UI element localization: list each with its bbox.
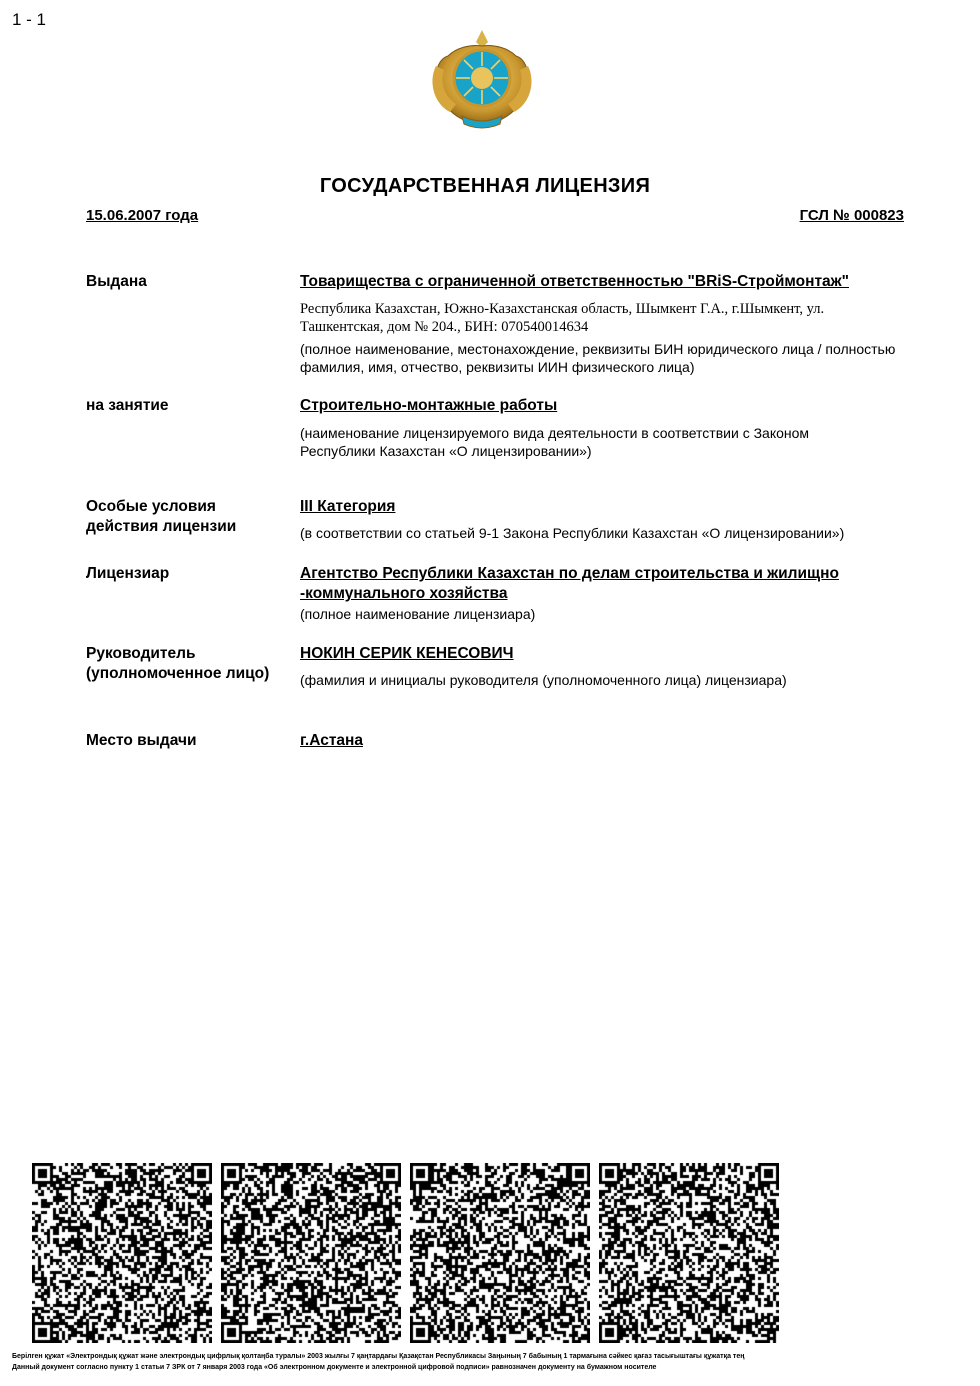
- qr-code-icon: [32, 1163, 212, 1343]
- page-number: 1 - 1: [12, 10, 47, 29]
- licensor-label: Лицензиар: [86, 565, 170, 582]
- head-label-line2: (уполномоченное лицо): [86, 665, 270, 682]
- issued-note: (полное наименование, местонахождение, реквизиты БИН юридического лица / полностью фамилия, имя, отчество, реквизиты ИИН физического лица): [300, 341, 896, 375]
- licensor-note: (полное наименование лицензиара): [300, 606, 536, 622]
- conditions-label-line2: действия лицензии: [86, 518, 237, 535]
- place-label: Место выдачи: [86, 732, 197, 749]
- kazakhstan-state-emblem-icon: [430, 26, 534, 134]
- head-note: (фамилия и инициалы руководителя (уполномоченного лица) лицензиара): [300, 672, 787, 688]
- qr-code-icon: [221, 1163, 401, 1343]
- issued-value: Товарищества с ограниченной ответственностью "BRiS-Строймонтаж": [300, 273, 849, 290]
- license-number: ГСЛ № 000823: [799, 207, 904, 224]
- issued-label: Выдана: [86, 273, 147, 290]
- head-label-line1: Руководитель: [86, 645, 196, 662]
- licensor-value-line1: Агентство Республики Казахстан по делам строительства и жилищно: [300, 565, 839, 582]
- footer-note-kz: Берілген құжат «Электрондық құжат және электрондық цифрлық қолтаңба туралы» 2003 жылғы 7 қаңтардағы Қазақстан Республикасы Заңының 7 бабының 1 тармағына сәйкес қағаз тасығыштағы құжатқа тең: [12, 1353, 745, 1360]
- document-title: ГОСУДАРСТВЕННАЯ ЛИЦЕНЗИЯ: [319, 175, 651, 197]
- activity-value: Строительно-монтажные работы: [300, 397, 558, 414]
- place-value: г.Астана: [300, 732, 364, 749]
- activity-note: (наименование лицензируемого вида деятельности в соответствии с Законом Республики Казахстан «О лицензировании»): [300, 425, 810, 459]
- conditions-note: (в соответствии со статьей 9-1 Закона Республики Казахстан «О лицензировании»): [300, 525, 845, 541]
- conditions-label-line1: Особые условия: [86, 498, 216, 515]
- issued-address-line2: Ташкентская, дом № 204., БИН: 070540014634: [300, 319, 589, 335]
- head-value: НОКИН СЕРИК КЕНЕСОВИЧ: [300, 645, 514, 662]
- issued-address-line1: Республика Казахстан, Южно-Казахстанская область, Шымкент Г.А., г.Шымкент, ул.: [300, 301, 825, 317]
- conditions-value: III Категория: [300, 498, 396, 515]
- license-date: 15.06.2007 года: [86, 207, 199, 224]
- licensor-value-line2: -коммунального хозяйства: [300, 585, 508, 602]
- footer-note-ru: Данный документ согласно пункту 1 статьи 7 ЗРК от 7 января 2003 года «Об электронном документе и электронной цифровой подписи» равнозначен документу на бумажном носителе: [12, 1364, 657, 1371]
- activity-label: на занятие: [86, 397, 169, 414]
- qr-code-icon: [599, 1163, 779, 1343]
- qr-code-icon: [410, 1163, 590, 1343]
